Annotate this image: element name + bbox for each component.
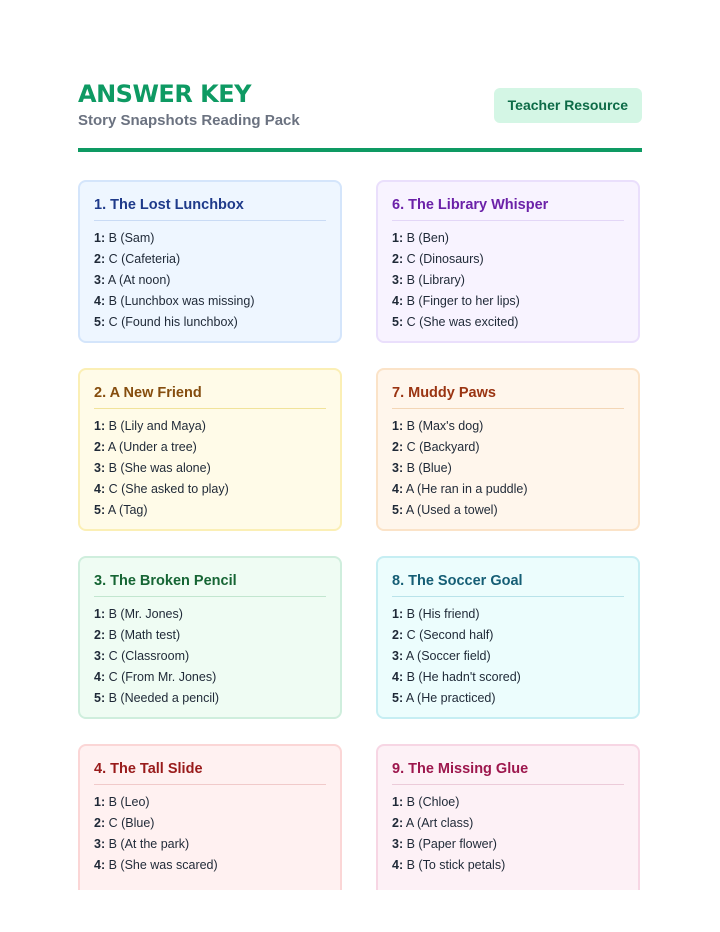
answer-number: 2:: [392, 252, 404, 266]
answer-row: [94, 500, 326, 521]
answer-number: 2:: [94, 440, 106, 454]
answer-text: B (Finger to her lips): [403, 294, 520, 308]
answer-text: A (Tag): [105, 503, 148, 517]
answer-number: 1:: [392, 795, 404, 809]
answer-number: 5:: [392, 503, 404, 517]
answer-text: B (Max's dog): [403, 419, 484, 433]
answer-row: [392, 291, 624, 312]
answer-number: 5:: [392, 691, 404, 705]
answer-text: C (She was excited): [403, 315, 519, 329]
answer-number: 4:: [94, 858, 106, 872]
answer-text: B (Leo): [105, 795, 150, 809]
answer-row: [94, 228, 326, 249]
answer-row: [392, 312, 624, 333]
answer-number: 3:: [94, 273, 106, 287]
answer-text: B (Paper flower): [403, 837, 497, 851]
answer-card-broken-pencil: [78, 556, 342, 719]
card-title: 3. The Broken Pencil: [94, 572, 326, 597]
answer-row: [392, 667, 624, 688]
answer-row: [392, 625, 624, 646]
answer-number: 3:: [94, 461, 106, 475]
header: [78, 78, 642, 152]
answer-row: [94, 416, 326, 437]
answer-row: [94, 458, 326, 479]
answer-text: A (Used a towel): [403, 503, 498, 517]
answer-text: A (He ran in a puddle): [403, 482, 528, 496]
answer-number: 5:: [94, 315, 106, 329]
answer-number: 2:: [94, 628, 106, 642]
answer-row: [94, 291, 326, 312]
answer-number: 2:: [392, 628, 404, 642]
answer-row: [94, 688, 326, 709]
page-title: ANSWER KEY: [78, 80, 252, 108]
answer-number: 1:: [392, 607, 404, 621]
answer-key-page: [78, 78, 642, 890]
answer-number: 5:: [94, 691, 106, 705]
answer-number: 4:: [392, 858, 404, 872]
answer-row: [94, 855, 326, 876]
teacher-resource-badge: Teacher Resource: [494, 88, 642, 123]
answer-text: C (From Mr. Jones): [105, 670, 217, 684]
answer-text: C (Second half): [403, 628, 494, 642]
answer-text: B (Blue): [403, 461, 452, 475]
answer-text: B (Library): [403, 273, 465, 287]
answer-text: B (She was scared): [105, 858, 218, 872]
answer-row: [94, 667, 326, 688]
answer-row: [392, 646, 624, 667]
answer-number: 5:: [94, 503, 106, 517]
answer-text: B (Ben): [403, 231, 449, 245]
answer-text: B (Math test): [105, 628, 181, 642]
answer-row: [392, 813, 624, 834]
answer-row: [94, 792, 326, 813]
answer-number: 1:: [94, 607, 106, 621]
answer-number: 1:: [94, 795, 106, 809]
card-title: 1. The Lost Lunchbox: [94, 196, 326, 221]
answer-row: [392, 416, 624, 437]
answer-text: B (Chloe): [403, 795, 460, 809]
answer-card-library-whisper: [376, 180, 640, 343]
answer-number: 1:: [94, 419, 106, 433]
answer-row: [392, 458, 624, 479]
answer-text: C (Backyard): [403, 440, 480, 454]
answer-text: B (Needed a pencil): [105, 691, 220, 705]
answer-card-tall-slide: [78, 744, 342, 890]
answer-text: C (Dinosaurs): [403, 252, 484, 266]
answer-text: B (At the park): [105, 837, 190, 851]
answer-card-new-friend: [78, 368, 342, 531]
answer-number: 1:: [392, 231, 404, 245]
answer-row: [392, 270, 624, 291]
answer-number: 2:: [392, 440, 404, 454]
answer-text: B (She was alone): [105, 461, 211, 475]
answer-text: C (Found his lunchbox): [105, 315, 238, 329]
answer-text: A (He practiced): [403, 691, 496, 705]
answer-number: 3:: [94, 837, 106, 851]
answer-row: [392, 249, 624, 270]
page-subtitle: Story Snapshots Reading Pack: [78, 112, 300, 129]
answer-row: [94, 270, 326, 291]
answer-text: C (She asked to play): [105, 482, 229, 496]
answer-card-muddy-paws: [376, 368, 640, 531]
card-title: 7. Muddy Paws: [392, 384, 624, 409]
answer-row: [94, 604, 326, 625]
answer-text: B (To stick petals): [403, 858, 506, 872]
answer-row: [94, 834, 326, 855]
answer-card-lost-lunchbox: [78, 180, 342, 343]
answer-number: 3:: [392, 649, 404, 663]
answer-number: 2:: [392, 816, 404, 830]
answer-text: B (Lily and Maya): [105, 419, 206, 433]
answer-row: [392, 688, 624, 709]
answer-row: [392, 604, 624, 625]
card-title: 9. The Missing Glue: [392, 760, 624, 785]
answer-number: 4:: [392, 294, 404, 308]
answer-text: B (Mr. Jones): [105, 607, 183, 621]
answer-number: 4:: [392, 482, 404, 496]
answer-number: 4:: [94, 670, 106, 684]
answer-number: 1:: [392, 419, 404, 433]
answer-row: [94, 312, 326, 333]
answer-row: [94, 646, 326, 667]
answer-row: [392, 855, 624, 876]
answer-row: [392, 792, 624, 813]
answer-text: A (Art class): [403, 816, 474, 830]
answer-row: [94, 437, 326, 458]
answer-number: 3:: [392, 273, 404, 287]
answer-text: C (Cafeteria): [105, 252, 181, 266]
answer-number: 2:: [94, 252, 106, 266]
answer-row: [94, 813, 326, 834]
answer-number: 3:: [94, 649, 106, 663]
answer-number: 4:: [392, 670, 404, 684]
answer-text: A (At noon): [105, 273, 171, 287]
answer-text: B (Sam): [105, 231, 155, 245]
answer-row: [94, 479, 326, 500]
answer-row: [392, 479, 624, 500]
answer-number: 2:: [94, 816, 106, 830]
answer-card-soccer-goal: [376, 556, 640, 719]
answer-number: 4:: [94, 294, 106, 308]
answer-row: [94, 625, 326, 646]
answer-row: [392, 437, 624, 458]
answer-card-missing-glue: [376, 744, 640, 890]
answer-text: B (His friend): [403, 607, 480, 621]
card-title: 4. The Tall Slide: [94, 760, 326, 785]
answer-row: [392, 834, 624, 855]
answer-text: C (Blue): [105, 816, 155, 830]
answer-text: A (Soccer field): [403, 649, 491, 663]
card-title: 6. The Library Whisper: [392, 196, 624, 221]
answer-number: 4:: [94, 482, 106, 496]
answer-text: A (Under a tree): [105, 440, 197, 454]
card-title: 2. A New Friend: [94, 384, 326, 409]
answer-text: B (He hadn't scored): [403, 670, 521, 684]
answer-number: 5:: [392, 315, 404, 329]
answer-number: 1:: [94, 231, 106, 245]
card-title: 8. The Soccer Goal: [392, 572, 624, 597]
answer-number: 3:: [392, 461, 404, 475]
answer-number: 3:: [392, 837, 404, 851]
answer-row: [392, 228, 624, 249]
answer-row: [392, 500, 624, 521]
answer-row: [94, 249, 326, 270]
answer-text: B (Lunchbox was missing): [105, 294, 255, 308]
answer-text: C (Classroom): [105, 649, 190, 663]
